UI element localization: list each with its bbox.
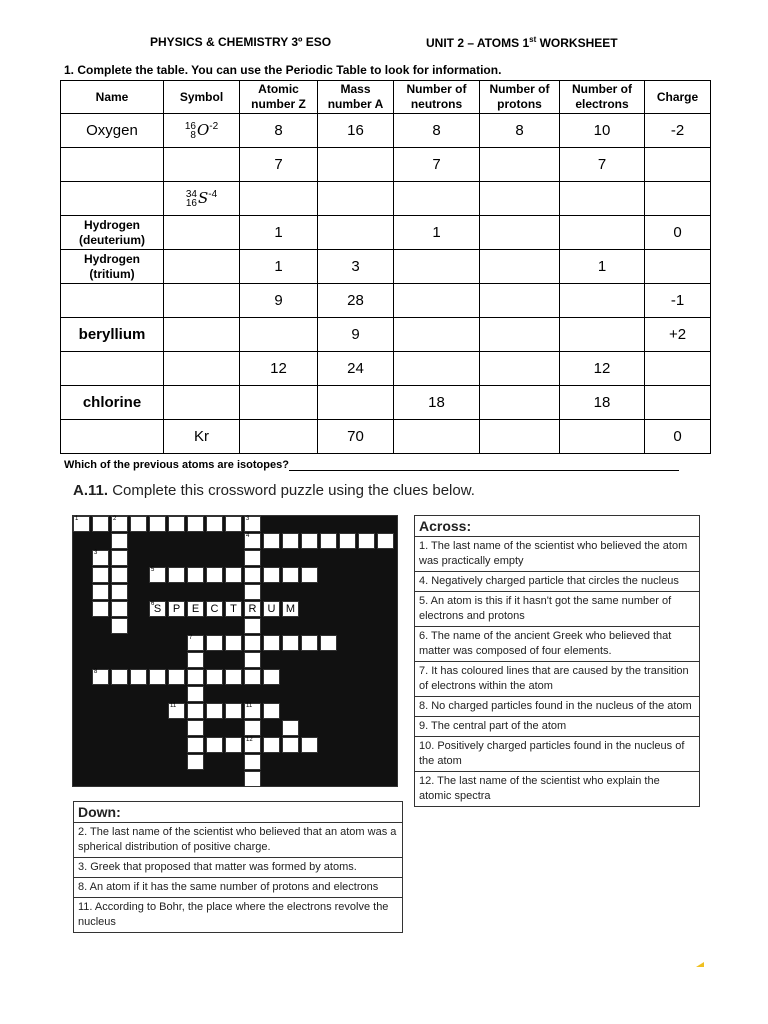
table-cell[interactable] — [645, 386, 711, 420]
crossword-cell[interactable]: 3 — [92, 550, 109, 566]
table-row — [61, 386, 711, 420]
table-cell[interactable] — [240, 318, 318, 352]
table-cell[interactable]: 7 — [394, 148, 480, 182]
table-header-row — [61, 81, 711, 114]
answer-line[interactable] — [289, 459, 679, 471]
table-cell[interactable] — [164, 114, 240, 148]
crossword-cell[interactable] — [263, 703, 280, 719]
table-cell[interactable]: beryllium — [61, 318, 164, 352]
crossword-cell[interactable] — [111, 584, 128, 600]
crossword-cell[interactable]: 5 — [149, 567, 166, 583]
table-cell[interactable] — [394, 284, 480, 318]
table-cell[interactable] — [394, 420, 480, 454]
crossword-cell[interactable] — [187, 754, 204, 770]
clue-item: 5. An atom is this if it hasn't got the same number of electrons and protons — [415, 592, 699, 627]
crossword-cell[interactable] — [187, 652, 204, 668]
crossword-grid — [72, 515, 398, 787]
crossword-cell[interactable] — [187, 720, 204, 736]
table-cell[interactable] — [480, 318, 560, 352]
table-row — [61, 182, 711, 216]
col-name: Name — [61, 81, 164, 114]
crossword-cell[interactable] — [206, 635, 223, 651]
table-cell[interactable] — [645, 182, 711, 216]
table-cell[interactable] — [61, 420, 164, 454]
crossword-cell[interactable]: U — [263, 601, 280, 617]
crossword-cell[interactable] — [111, 567, 128, 583]
crossword-cell[interactable] — [301, 635, 318, 651]
down-title: Down: — [74, 802, 402, 823]
crossword-cell[interactable] — [282, 533, 299, 549]
clue-item: 8. An atom if it has the same number of protons and electrons — [74, 878, 402, 898]
header-left: PHYSICS & CHEMISTRY 3º ESO — [150, 35, 332, 49]
table-cell[interactable] — [645, 352, 711, 386]
col-protons: Number of protons — [480, 81, 560, 114]
crossword-cell[interactable] — [187, 703, 204, 719]
crossword-cell[interactable] — [282, 635, 299, 651]
page-corner-mark — [696, 962, 704, 967]
table-cell[interactable]: 18 — [560, 386, 645, 420]
clue-item: 11. According to Bohr, the place where the electrons revolve the nucleus — [78, 901, 389, 928]
crossword-cell[interactable] — [263, 737, 280, 753]
table-row — [61, 420, 711, 454]
isotope-symbol: 16 8 $O^{-2}$ — [184, 121, 219, 141]
table-cell[interactable] — [164, 182, 240, 216]
table-cell[interactable]: 12 — [240, 352, 318, 386]
col-electrons: Number of electrons — [560, 81, 645, 114]
crossword-cell[interactable]: P — [168, 601, 185, 617]
table-cell[interactable] — [318, 216, 394, 250]
table-cell[interactable] — [164, 284, 240, 318]
crossword-cell[interactable] — [225, 567, 242, 583]
across-title: Across: — [415, 516, 699, 537]
table-cell[interactable] — [560, 284, 645, 318]
table-cell[interactable]: 9 — [318, 318, 394, 352]
table-cell[interactable]: chlorine — [61, 386, 164, 420]
crossword-cell[interactable] — [263, 635, 280, 651]
table-cell[interactable] — [164, 352, 240, 386]
crossword-cell[interactable] — [282, 720, 299, 736]
crossword-cell[interactable] — [225, 516, 242, 532]
table-row — [61, 114, 711, 148]
table-cell[interactable]: Hydrogen (deuterium) — [61, 216, 164, 250]
crossword-cell[interactable] — [244, 754, 261, 770]
table-cell[interactable] — [240, 182, 318, 216]
table-cell[interactable]: 8 — [480, 114, 560, 148]
crossword-cell[interactable]: M — [282, 601, 299, 617]
crossword-cell[interactable]: 2 — [111, 516, 128, 532]
clue-item: 3. Greek that proposed that matter was formed by atoms. — [74, 858, 402, 878]
clue-item: 4. Negatively charged particle that circles the nucleus — [415, 572, 699, 592]
table-cell[interactable]: 0 — [645, 216, 711, 250]
col-neutrons: Number of neutrons — [394, 81, 480, 114]
table-cell[interactable]: 28 — [318, 284, 394, 318]
crossword-cell[interactable] — [206, 669, 223, 685]
table-row — [61, 250, 711, 284]
col-mass: Mass number A — [318, 81, 394, 114]
crossword-cell[interactable] — [263, 669, 280, 685]
col-atomic: Atomic number Z — [240, 81, 318, 114]
crossword-cell[interactable] — [111, 669, 128, 685]
crossword-cell[interactable]: E — [187, 601, 204, 617]
table-cell[interactable]: 1 — [240, 250, 318, 284]
crossword-cell[interactable] — [92, 516, 109, 532]
table-cell[interactable]: 24 — [318, 352, 394, 386]
crossword-cell[interactable] — [92, 567, 109, 583]
crossword-cell[interactable] — [339, 533, 356, 549]
crossword-cell[interactable] — [130, 669, 147, 685]
table-cell[interactable] — [318, 182, 394, 216]
clue-item: 2. The last name of the scientist who believed that an atom was a spherical distribution of positive charge. — [74, 823, 402, 858]
crossword-cell[interactable]: 6 S — [149, 601, 166, 617]
crossword-cell[interactable]: 11 — [168, 703, 185, 719]
clue-item: 10. Positively charged particles found in the nucleus of the atom — [415, 737, 699, 772]
question-1: 1. Complete the table. You can use the Periodic Table to look for information. — [64, 63, 502, 77]
header-right: UNIT 2 – ATOMS 1st WORKSHEET — [426, 35, 618, 50]
table-cell[interactable]: -1 — [645, 284, 711, 318]
crossword-cell[interactable] — [244, 720, 261, 736]
crossword-cell[interactable] — [187, 686, 204, 702]
crossword-cell[interactable] — [206, 567, 223, 583]
crossword-cell[interactable]: 12 — [244, 737, 261, 753]
table-cell[interactable]: 8 — [394, 114, 480, 148]
table-cell[interactable]: 70 — [318, 420, 394, 454]
table-cell[interactable] — [480, 250, 560, 284]
crossword-cell[interactable]: 3 — [244, 516, 261, 532]
crossword-cell[interactable] — [225, 703, 242, 719]
table-cell[interactable]: 9 — [240, 284, 318, 318]
table-cell[interactable] — [240, 386, 318, 420]
crossword-cell[interactable] — [320, 533, 337, 549]
table-cell[interactable] — [61, 148, 164, 182]
table-cell[interactable] — [164, 386, 240, 420]
crossword-cell[interactable] — [111, 550, 128, 566]
table-cell[interactable]: 12 — [560, 352, 645, 386]
table-cell[interactable] — [645, 148, 711, 182]
table-cell[interactable] — [164, 250, 240, 284]
atoms-table — [60, 80, 711, 454]
table-cell[interactable]: Hydrogen (tritium) — [61, 250, 164, 284]
table-cell[interactable] — [164, 148, 240, 182]
table-cell[interactable] — [394, 318, 480, 352]
table-cell[interactable]: 16 — [318, 114, 394, 148]
table-cell[interactable] — [61, 284, 164, 318]
table-cell[interactable] — [61, 182, 164, 216]
crossword-cell[interactable] — [301, 567, 318, 583]
table-cell[interactable]: 0 — [645, 420, 711, 454]
crossword-cell[interactable] — [168, 669, 185, 685]
crossword-cell[interactable] — [225, 669, 242, 685]
crossword-cell[interactable] — [187, 669, 204, 685]
table-cell[interactable]: 1 — [560, 250, 645, 284]
crossword-cell[interactable] — [244, 652, 261, 668]
activity-title: A.11. Complete this crossword puzzle using the clues below. — [73, 482, 475, 499]
table-row — [61, 148, 711, 182]
table-cell[interactable] — [480, 420, 560, 454]
crossword-cell[interactable] — [301, 533, 318, 549]
isotope-symbol: 34 16 $S^{-4}$ — [185, 189, 218, 209]
crossword-cell[interactable] — [130, 516, 147, 532]
crossword-cell[interactable] — [358, 533, 375, 549]
crossword-cell[interactable] — [282, 567, 299, 583]
table-cell[interactable] — [480, 284, 560, 318]
crossword-cell[interactable]: R — [244, 601, 261, 617]
table-cell[interactable] — [480, 352, 560, 386]
col-symbol: Symbol — [164, 81, 240, 114]
crossword-cell[interactable] — [92, 584, 109, 600]
table-cell[interactable] — [394, 352, 480, 386]
crossword-cell[interactable] — [320, 635, 337, 651]
clue-item: 6. The name of the ancient Greek who believed that matter was composed of four elements. — [415, 627, 699, 662]
crossword-cell[interactable] — [111, 533, 128, 549]
clue-item: 8. No charged particles found in the nucleus of the atom — [415, 697, 699, 717]
table-cell[interactable] — [480, 182, 560, 216]
crossword-cell[interactable] — [244, 567, 261, 583]
crossword-cell[interactable] — [187, 516, 204, 532]
crossword-cell[interactable] — [244, 618, 261, 634]
crossword-cell[interactable]: 11 — [244, 703, 261, 719]
crossword-cell[interactable] — [244, 584, 261, 600]
table-cell[interactable] — [480, 386, 560, 420]
table-cell[interactable]: Kr — [164, 420, 240, 454]
crossword-cell[interactable] — [377, 533, 394, 549]
crossword-cell[interactable] — [92, 601, 109, 617]
crossword-cell[interactable] — [263, 567, 280, 583]
table-cell[interactable]: 3 — [318, 250, 394, 284]
table-cell[interactable] — [61, 352, 164, 386]
table-cell[interactable]: 1 — [240, 216, 318, 250]
table-row — [61, 352, 711, 386]
table-cell[interactable] — [394, 182, 480, 216]
table-cell[interactable] — [560, 420, 645, 454]
table-cell[interactable] — [318, 148, 394, 182]
table-row — [61, 284, 711, 318]
table-cell[interactable] — [164, 318, 240, 352]
clue-item: 7. It has coloured lines that are caused by the transition of electrons within the atom — [415, 662, 699, 697]
table-cell[interactable] — [164, 216, 240, 250]
table-cell[interactable] — [240, 420, 318, 454]
crossword-cell[interactable] — [206, 516, 223, 532]
crossword-cell[interactable] — [149, 669, 166, 685]
crossword-cell[interactable]: C — [206, 601, 223, 617]
crossword-cell[interactable] — [149, 516, 166, 532]
crossword-cell[interactable] — [225, 635, 242, 651]
table-cell[interactable] — [645, 250, 711, 284]
crossword-cell[interactable] — [244, 771, 261, 787]
crossword-cell[interactable] — [168, 567, 185, 583]
crossword-cell[interactable] — [187, 737, 204, 753]
table-cell[interactable] — [560, 318, 645, 352]
crossword-cell[interactable] — [225, 737, 242, 753]
crossword-cell[interactable] — [187, 567, 204, 583]
crossword-cell[interactable] — [111, 601, 128, 617]
crossword-cell[interactable]: 4 — [244, 533, 261, 549]
crossword-cell[interactable] — [206, 703, 223, 719]
crossword-cell[interactable] — [263, 533, 280, 549]
table-cell[interactable]: -2 — [645, 114, 711, 148]
crossword-cell[interactable]: 1 — [73, 516, 90, 532]
table-cell[interactable]: 8 — [240, 114, 318, 148]
crossword-cell[interactable] — [301, 737, 318, 753]
table-cell[interactable] — [480, 148, 560, 182]
crossword-cell[interactable] — [244, 669, 261, 685]
across-clues — [414, 515, 700, 807]
table-cell[interactable]: 7 — [240, 148, 318, 182]
crossword-cell[interactable]: 8 — [92, 669, 109, 685]
table-row — [61, 318, 711, 352]
crossword-cell[interactable] — [244, 550, 261, 566]
down-clues — [73, 801, 403, 933]
table-cell[interactable]: 10 — [560, 114, 645, 148]
table-cell[interactable] — [560, 182, 645, 216]
crossword-cell[interactable]: 7 — [187, 635, 204, 651]
crossword-cell[interactable] — [206, 737, 223, 753]
table-cell[interactable]: Oxygen — [61, 114, 164, 148]
crossword-cell[interactable] — [111, 618, 128, 634]
clue-item: 1. The last name of the scientist who believed the atom was practically empty — [415, 537, 699, 572]
table-cell[interactable]: 18 — [394, 386, 480, 420]
clue-item: 12. The last name of the scientist who explain the atomic spectra — [419, 775, 660, 802]
col-charge: Charge — [645, 81, 711, 114]
crossword-cell[interactable] — [244, 635, 261, 651]
table-cell[interactable]: 1 — [394, 216, 480, 250]
table-cell[interactable]: +2 — [645, 318, 711, 352]
clue-item: 9. The central part of the atom — [415, 717, 699, 737]
crossword-cell[interactable] — [168, 516, 185, 532]
table-cell[interactable] — [318, 386, 394, 420]
table-cell[interactable] — [480, 216, 560, 250]
isotope-question: Which of the previous atoms are isotopes? — [64, 459, 679, 471]
crossword-cell[interactable] — [282, 737, 299, 753]
crossword-cell[interactable]: T — [225, 601, 242, 617]
table-cell[interactable] — [394, 250, 480, 284]
table-cell[interactable] — [560, 216, 645, 250]
table-cell[interactable]: 7 — [560, 148, 645, 182]
table-row — [61, 216, 711, 250]
